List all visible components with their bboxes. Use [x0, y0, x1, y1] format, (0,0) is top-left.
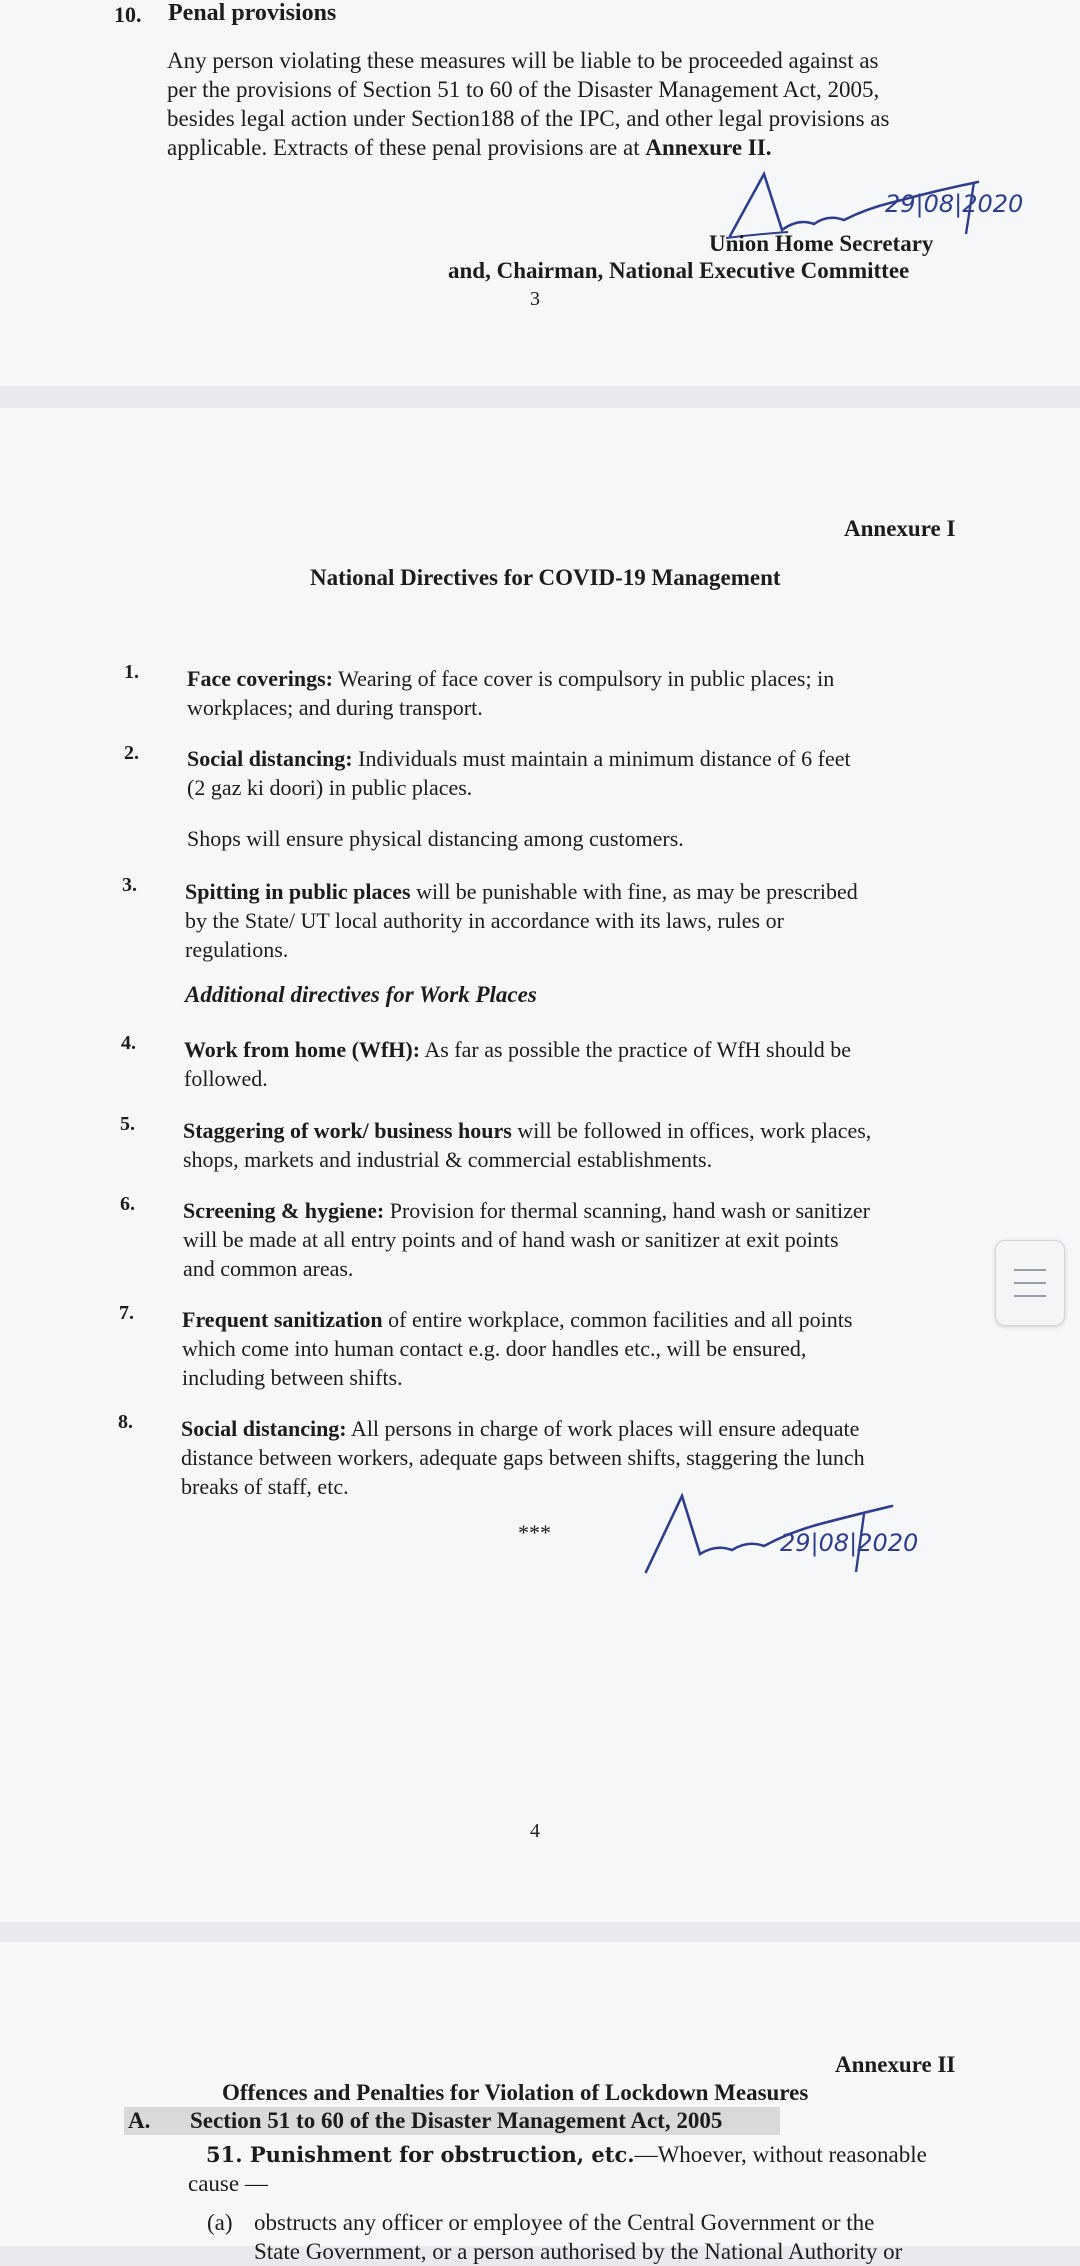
section-number: 10.: [114, 2, 142, 27]
page-number: 3: [530, 288, 540, 310]
page-5: [0, 1942, 1080, 2264]
subheading: Additional directives for Work Places: [185, 982, 537, 1007]
directive-item: Screening & hygiene: Provision for thermal scanning, hand wash or sanitizer will be made at all entry points and of hand wash or sanitizer at exit points and common areas.: [183, 1198, 870, 1281]
directive-item: Face coverings: Wearing of face cover is compulsory in public places; in workplaces; and during transport.: [187, 666, 835, 720]
signature-date: 29|08|2020: [885, 190, 1024, 218]
section-letter: A.: [128, 2108, 151, 2133]
signatory-designation: and, Chairman, National Executive Committee: [448, 258, 910, 283]
item-number: 8.: [118, 1411, 133, 1433]
clause-heading: 51. Punishment for obstruction, etc.: [206, 2142, 635, 2167]
item-heading: Social distancing:: [181, 1416, 347, 1441]
annexure-title: Offences and Penalties for Violation of Lockdown Measures: [222, 2080, 809, 2105]
page-number: 4: [530, 1820, 540, 1842]
item-heading: Screening & hygiene:: [183, 1198, 385, 1223]
item-number: 7.: [119, 1302, 134, 1324]
section-title: Penal provisions: [168, 0, 337, 26]
paragraph-line: per the provisions of Section 51 to 60 of the Disaster Management Act, 2005,: [167, 77, 880, 102]
clause-51: 51. Punishment for obstruction, etc.—Whoever, without reasonable cause —: [188, 2142, 927, 2196]
item-number: 5.: [120, 1113, 135, 1135]
item-number: 3.: [122, 874, 137, 896]
sub-clause-label: (a): [207, 2210, 233, 2235]
directive-item: Spitting in public places will be punishable with fine, as may be prescribed by the State/ UT local authority in accordance with its laws, rules or regulations.: [185, 879, 858, 962]
page-3: [0, 0, 1080, 386]
annexure-label: Annexure II: [835, 2052, 956, 2077]
paragraph-line: Any person violating these measures will be liable to be proceeded against as: [167, 48, 879, 73]
paragraph-line: applicable. Extracts of these penal provisions are at Annexure II.: [167, 135, 772, 160]
penal-paragraph: [167, 46, 959, 162]
end-marks: ***: [518, 1520, 551, 1545]
annexure-label: Annexure I: [844, 516, 956, 541]
sub-clause-text: obstructs any officer or employee of the Central Government or the State Government, or a person authorised by the National Authority or: [254, 2210, 903, 2264]
item-heading: Staggering of work/ business hours: [183, 1118, 512, 1143]
annexure-title: National Directives for COVID-19 Management: [310, 565, 781, 590]
item-number: 2.: [124, 742, 139, 764]
item-heading: Frequent sanitization: [182, 1307, 383, 1332]
section-heading: Section 51 to 60 of the Disaster Management Act, 2005: [190, 2108, 723, 2133]
directive-item: Staggering of work/ business hours will be followed in offices, work places, shops, markets and industrial & commercial establishments.: [183, 1118, 872, 1172]
directive-item: Social distancing: All persons in charge of work places will ensure adequate distance between workers, adequate gaps between shifts, staggering the lunch breaks of staff, etc.: [181, 1416, 865, 1499]
signatory-title: Union Home Secretary: [709, 231, 934, 256]
item-heading: Social distancing:: [187, 746, 353, 771]
directive-item: Social distancing: Individuals must maintain a minimum distance of 6 feet (2 gaz ki doori) in public places.: [187, 746, 851, 800]
item-heading: Face coverings:: [187, 666, 333, 691]
page-4: [0, 408, 1080, 1922]
signature-date: 29|08|2020: [780, 1529, 919, 1557]
paragraph-line: besides legal action under Section188 of the IPC, and other legal provisions as: [167, 106, 890, 131]
shops-note: Shops will ensure physical distancing among customers.: [187, 826, 684, 851]
directive-item: Frequent sanitization of entire workplace, common facilities and all points which come into human contact e.g. door handles etc., will be ensured, including between shifts.: [182, 1307, 853, 1390]
annexure-reference: Annexure II.: [645, 135, 772, 160]
item-number: 1.: [124, 661, 139, 683]
item-number: 6.: [120, 1193, 135, 1215]
item-number: 4.: [121, 1032, 136, 1054]
item-heading: Work from home (WfH):: [184, 1037, 421, 1062]
directive-item: Work from home (WfH): As far as possible the practice of WfH should be followed.: [184, 1037, 851, 1091]
item-heading: Spitting in public places: [185, 879, 411, 904]
floating-menu-button[interactable]: [995, 1240, 1065, 1326]
